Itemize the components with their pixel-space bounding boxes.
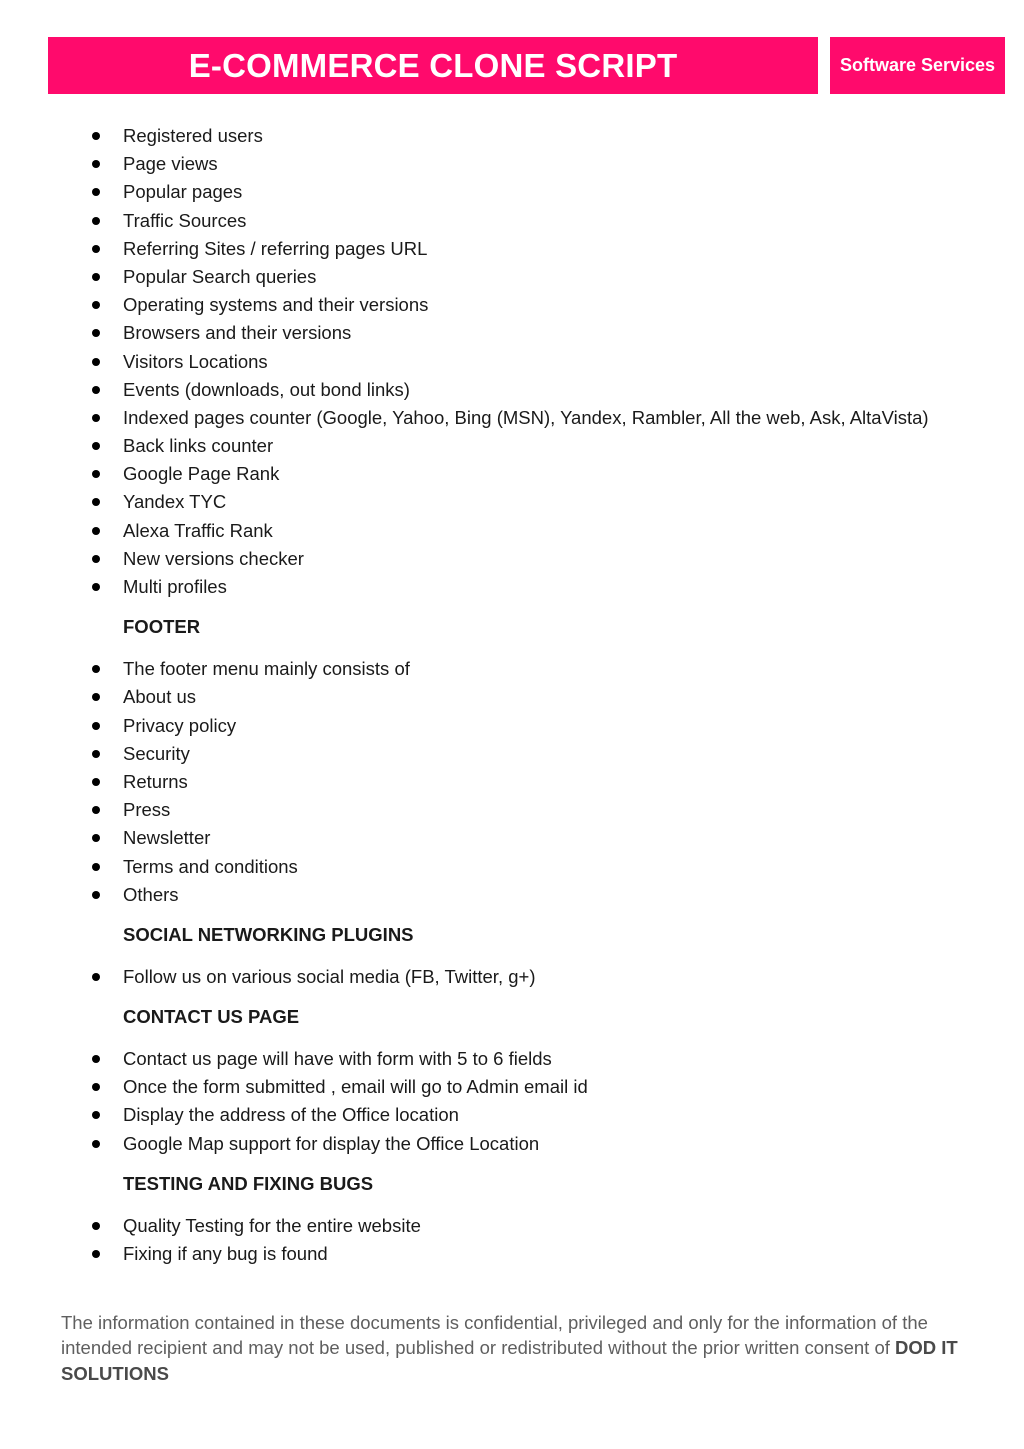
list-item: Security	[86, 740, 986, 768]
bullet-icon	[92, 583, 100, 591]
list-item: Alexa Traffic Rank	[86, 517, 986, 545]
list-item: Traffic Sources	[86, 207, 986, 235]
list-item: Back links counter	[86, 432, 986, 460]
list-item: Google Page Rank	[86, 460, 986, 488]
testing-section	[86, 1170, 986, 1268]
bullet-icon	[92, 665, 100, 673]
analytics-section	[86, 122, 986, 601]
list-item: The footer menu mainly consists of	[86, 655, 986, 683]
list-item: Returns	[86, 768, 986, 796]
bullet-icon	[92, 301, 100, 309]
bullet-icon	[92, 1140, 100, 1148]
document-body	[86, 122, 986, 1268]
bullet-icon	[92, 188, 100, 196]
list-item: Display the address of the Office location	[86, 1101, 986, 1129]
list-item: Indexed pages counter (Google, Yahoo, Bing (MSN), Yandex, Rambler, All the web, Ask, AltaVista)	[86, 404, 986, 432]
bullet-icon	[92, 973, 100, 981]
list-item: Once the form submitted , email will go to Admin email id	[86, 1073, 986, 1101]
list-item: Google Map support for display the Office Location	[86, 1130, 986, 1158]
social-section	[86, 921, 986, 991]
list-item: Visitors Locations	[86, 348, 986, 376]
list-item: Press	[86, 796, 986, 824]
category-badge-label: Software Services	[839, 55, 996, 75]
category-badge	[830, 37, 1005, 94]
bullet-icon	[92, 329, 100, 337]
bullet-icon	[92, 1055, 100, 1063]
bullet-icon	[92, 498, 100, 506]
bullet-icon	[92, 1111, 100, 1119]
testing-list	[86, 1212, 986, 1268]
document-title: E-COMMERCE CLONE SCRIPT	[188, 46, 678, 84]
contact-list	[86, 1045, 986, 1158]
bullet-icon	[92, 245, 100, 253]
bullet-icon	[92, 891, 100, 899]
confidentiality-notice	[61, 1310, 961, 1386]
list-item: Contact us page will have with form with 5 to 6 fields	[86, 1045, 986, 1073]
list-item: Registered users	[86, 122, 986, 150]
bullet-icon	[92, 527, 100, 535]
section-heading-testing: TESTING AND FIXING BUGS	[123, 1172, 374, 1194]
bullet-icon	[92, 555, 100, 563]
bullet-icon	[92, 1083, 100, 1091]
bullet-icon	[92, 722, 100, 730]
document-title-banner	[48, 37, 818, 94]
list-item: Operating systems and their versions	[86, 291, 986, 319]
list-item: New versions checker	[86, 545, 986, 573]
bullet-icon	[92, 834, 100, 842]
bullet-icon	[92, 806, 100, 814]
social-list	[86, 963, 986, 991]
list-item: Quality Testing for the entire website	[86, 1212, 986, 1240]
bullet-icon	[92, 273, 100, 281]
list-item: Multi profiles	[86, 573, 986, 601]
list-item: Referring Sites / referring pages URL	[86, 235, 986, 263]
bullet-icon	[92, 750, 100, 758]
analytics-list	[86, 122, 986, 601]
bullet-icon	[92, 470, 100, 478]
company-name: DOD IT SOLUTIONS	[61, 1337, 958, 1384]
footer-list	[86, 655, 986, 909]
list-item: Terms and conditions	[86, 853, 986, 881]
section-heading-social: SOCIAL NETWORKING PLUGINS	[123, 923, 414, 945]
list-item: Events (downloads, out bond links)	[86, 376, 986, 404]
list-item: Privacy policy	[86, 712, 986, 740]
bullet-icon	[92, 386, 100, 394]
section-heading-footer: FOOTER	[123, 616, 201, 638]
contact-section	[86, 1003, 986, 1158]
bullet-icon	[92, 863, 100, 871]
bullet-icon	[92, 778, 100, 786]
list-item: About us	[86, 683, 986, 711]
bullet-icon	[92, 132, 100, 140]
bullet-icon	[92, 414, 100, 422]
list-item: Fixing if any bug is found	[86, 1240, 986, 1268]
list-item: Popular pages	[86, 178, 986, 206]
bullet-icon	[92, 1250, 100, 1258]
list-item: Others	[86, 881, 986, 909]
bullet-icon	[92, 693, 100, 701]
list-item: Browsers and their versions	[86, 319, 986, 347]
list-item: Newsletter	[86, 824, 986, 852]
list-item: Follow us on various social media (FB, Twitter, g+)	[86, 963, 986, 991]
bullet-icon	[92, 442, 100, 450]
list-item: Page views	[86, 150, 986, 178]
bullet-icon	[92, 1222, 100, 1230]
bullet-icon	[92, 217, 100, 225]
bullet-icon	[92, 358, 100, 366]
bullet-icon	[92, 160, 100, 168]
confidentiality-text: The information contained in these documents is confidential, privileged and only for the information of the intended recipient and may not be used, published or redistributed without the prior written consent of	[61, 1312, 928, 1359]
list-item: Popular Search queries	[86, 263, 986, 291]
footer-section	[86, 613, 986, 909]
list-item: Yandex TYC	[86, 488, 986, 516]
section-heading-contact: CONTACT US PAGE	[123, 1006, 300, 1028]
